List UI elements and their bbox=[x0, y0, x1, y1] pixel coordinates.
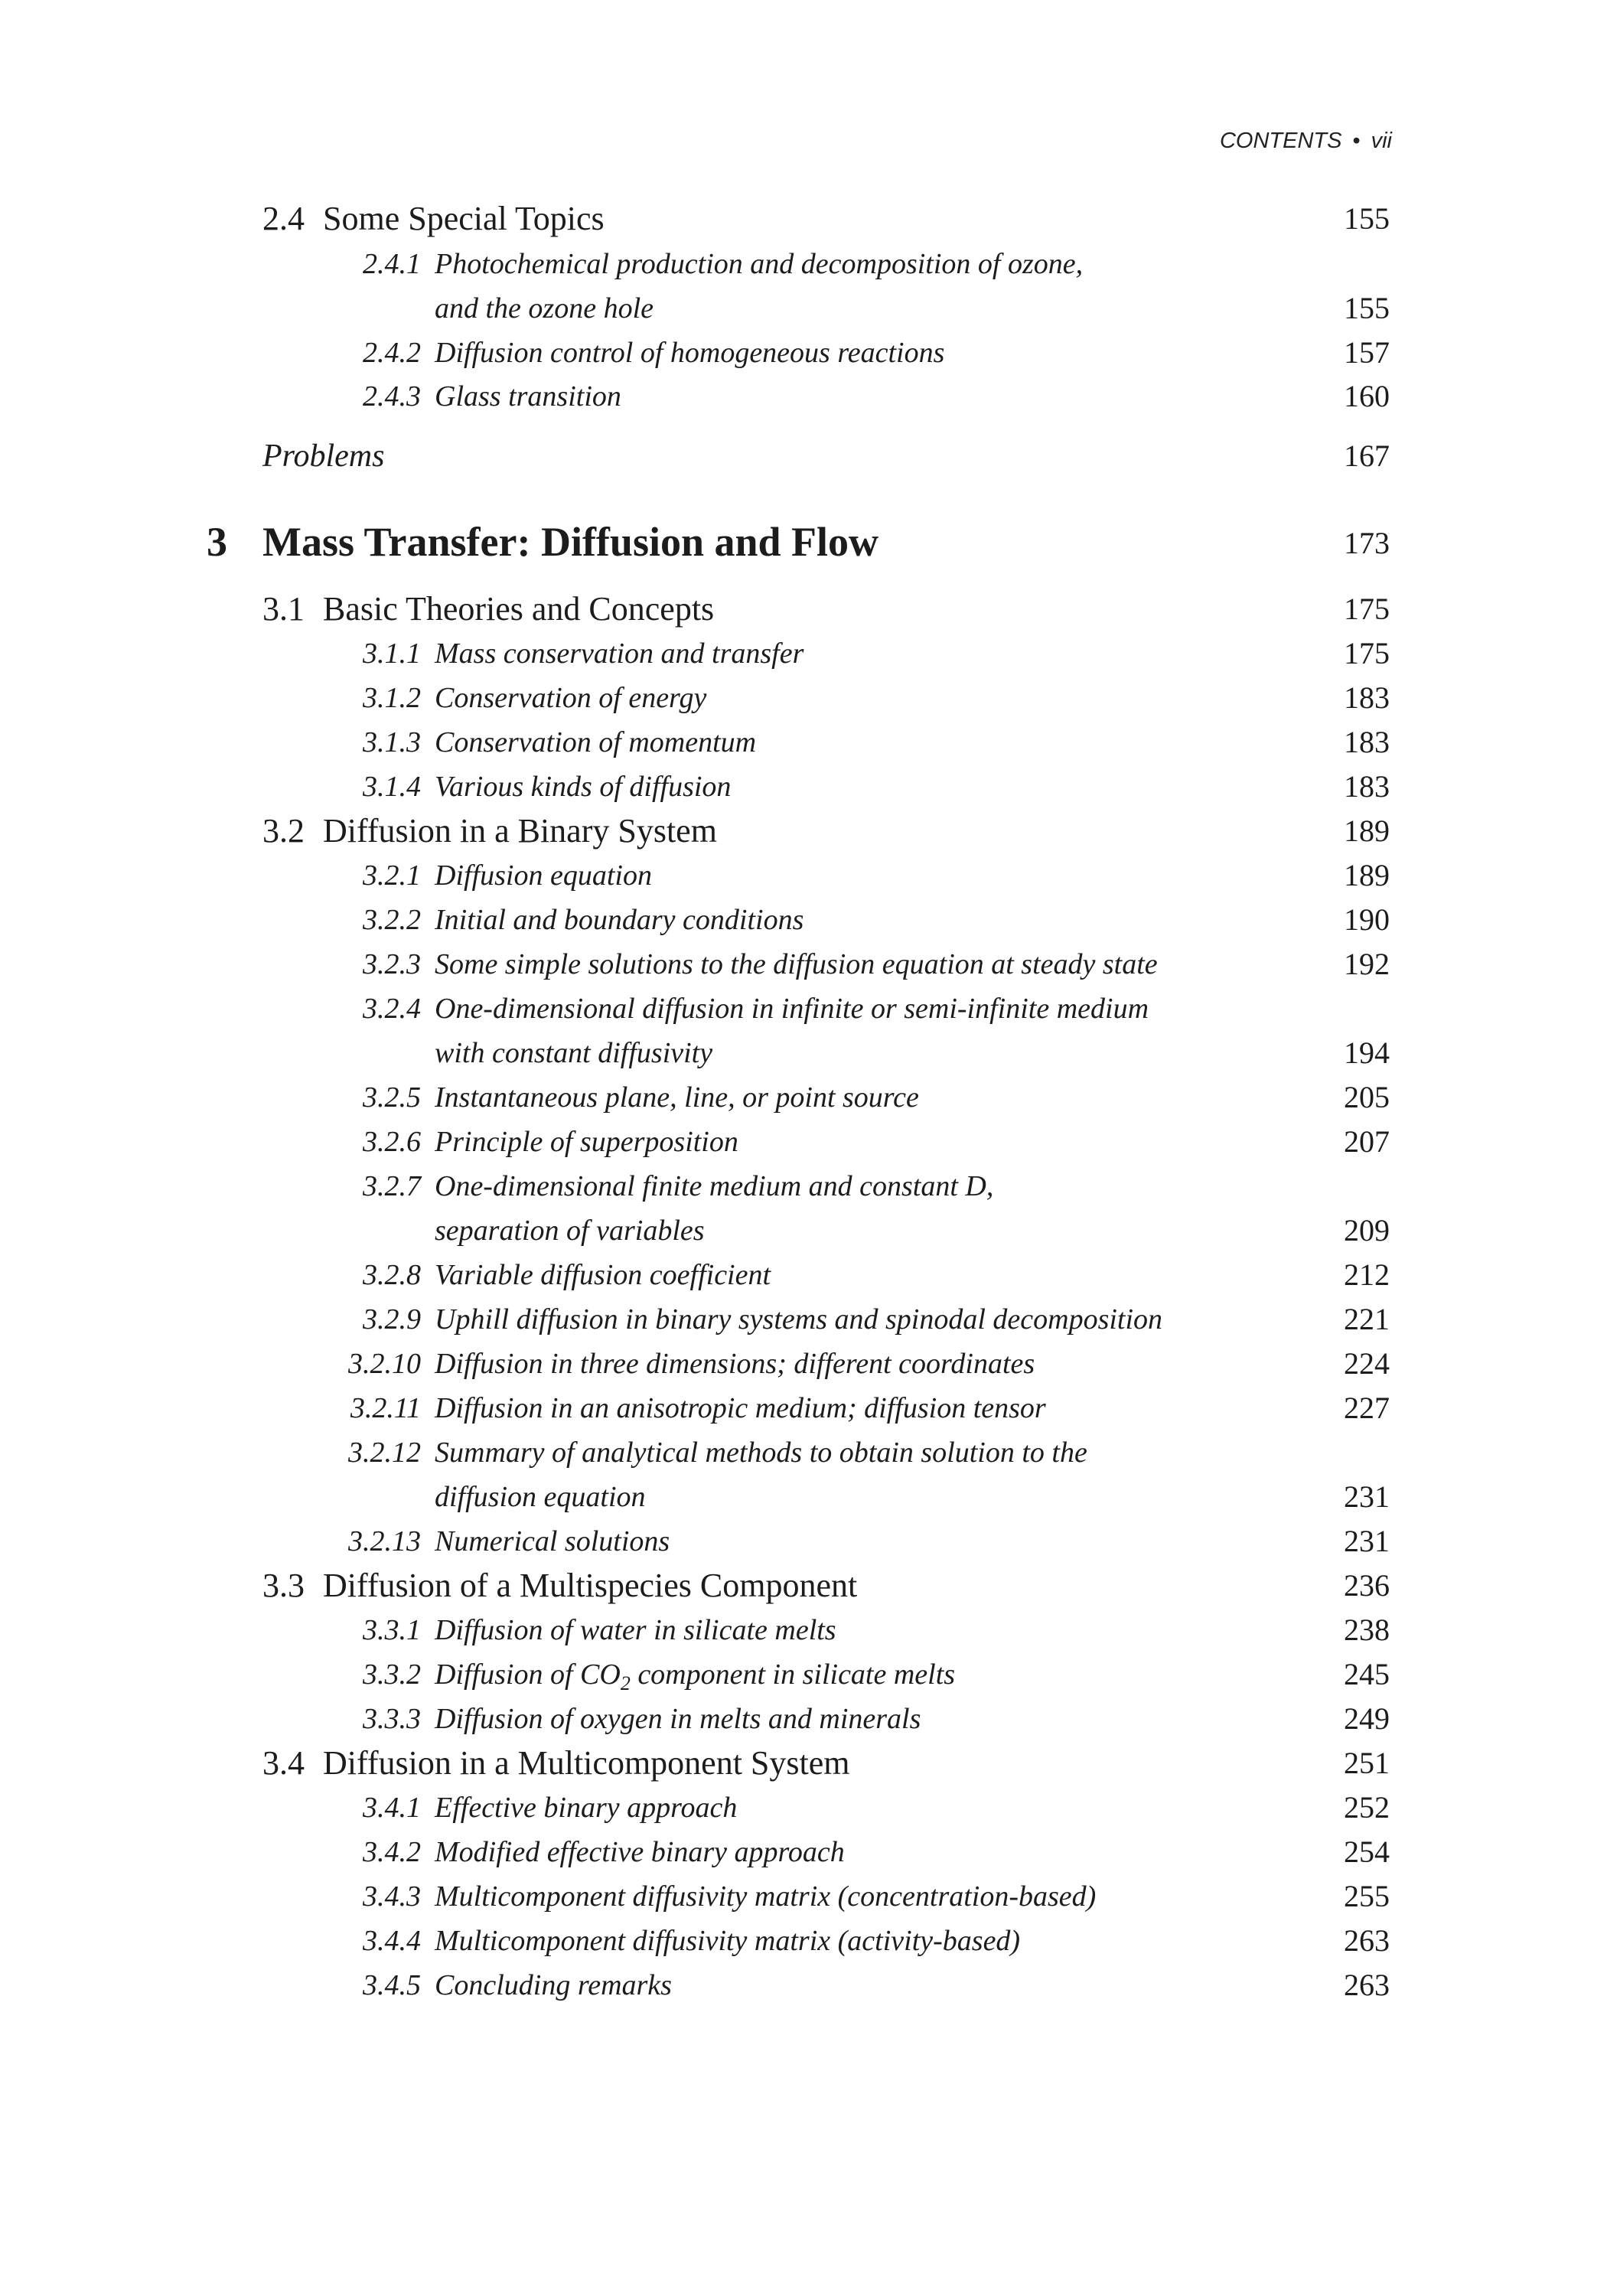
entry-title-part: component in silicate melts bbox=[630, 1658, 956, 1691]
entry-page: 192 bbox=[1344, 947, 1390, 981]
toc-continuation bbox=[0, 1032, 1607, 1078]
entry-title: Problems bbox=[262, 439, 385, 474]
entry-number: 3.2.3 bbox=[363, 948, 421, 980]
toc-subsection-3-2-10 bbox=[0, 1342, 1607, 1388]
entry-page: 183 bbox=[1344, 725, 1390, 759]
entry-page: 263 bbox=[1344, 1968, 1390, 2002]
entry-title: Diffusion equation bbox=[435, 859, 652, 892]
entry-page: 207 bbox=[1344, 1124, 1390, 1159]
entry-title: Initial and boundary conditions bbox=[435, 904, 804, 936]
entry-number: 3.1.1 bbox=[363, 638, 421, 670]
toc-section-3-3 bbox=[0, 1564, 1607, 1610]
toc-subsection-3-2-7 bbox=[0, 1165, 1607, 1211]
entry-number: 3.4 bbox=[262, 1744, 305, 1782]
entry-page: 221 bbox=[1344, 1302, 1390, 1336]
toc-section-2-4 bbox=[0, 197, 1607, 243]
entry-title: Diffusion in an anisotropic medium; diffusion tensor bbox=[435, 1392, 1046, 1424]
toc-continuation bbox=[0, 1209, 1607, 1255]
entry-title: Basic Theories and Concepts bbox=[323, 590, 715, 628]
entry-page: 255 bbox=[1344, 1879, 1390, 1913]
toc-subsection-3-1-2 bbox=[0, 677, 1607, 722]
entry-number: 2.4.2 bbox=[363, 337, 421, 369]
toc-subsection-3-1-4 bbox=[0, 765, 1607, 811]
toc-problems bbox=[0, 435, 1607, 481]
entry-title: Variable diffusion coefficient bbox=[435, 1259, 771, 1291]
entry-number: 3.1.4 bbox=[363, 771, 421, 803]
entry-title: Numerical solutions bbox=[435, 1525, 670, 1557]
toc-subsection-3-2-1 bbox=[0, 854, 1607, 900]
entry-number: 3.3.3 bbox=[363, 1703, 421, 1735]
entry-number: 3.4.3 bbox=[363, 1880, 421, 1913]
entry-title: Diffusion control of homogeneous reactions bbox=[435, 337, 945, 369]
entry-page: 189 bbox=[1344, 858, 1390, 892]
entry-title: Modified effective binary approach bbox=[435, 1836, 845, 1868]
toc-section-3-1 bbox=[0, 588, 1607, 634]
entry-title: Some simple solutions to the diffusion equation at steady state bbox=[435, 948, 1158, 980]
toc-subsection-3-3-1 bbox=[0, 1609, 1607, 1655]
entry-title: Conservation of momentum bbox=[435, 726, 757, 758]
toc-subsection-3-4-4 bbox=[0, 1919, 1607, 1965]
entry-page: 189 bbox=[1344, 814, 1390, 848]
entry-title: separation of variables bbox=[435, 1215, 705, 1247]
entry-page: 245 bbox=[1344, 1657, 1390, 1691]
subscript: 2 bbox=[620, 1672, 631, 1694]
entry-page: 183 bbox=[1344, 769, 1390, 804]
entry-number: 2.4 bbox=[262, 200, 305, 237]
entry-number: 2.4.1 bbox=[363, 248, 421, 280]
entry-title: Concluding remarks bbox=[435, 1969, 672, 2001]
running-head-page: vii bbox=[1371, 129, 1392, 153]
entry-number: 3.3.2 bbox=[363, 1658, 421, 1691]
toc-subsection-3-2-9 bbox=[0, 1298, 1607, 1344]
entry-title: Uphill diffusion in binary systems and spinodal decomposition bbox=[435, 1303, 1163, 1336]
toc-subsection-3-2-3 bbox=[0, 943, 1607, 989]
toc-subsection-3-3-2 bbox=[0, 1653, 1607, 1699]
entry-number: 3.2.9 bbox=[363, 1303, 421, 1336]
toc-subsection-3-2-5 bbox=[0, 1076, 1607, 1122]
entry-page: 252 bbox=[1344, 1790, 1390, 1825]
entry-number: 3.2.2 bbox=[363, 904, 421, 936]
entry-page: 190 bbox=[1344, 902, 1390, 937]
toc-subsection-2-4-1 bbox=[0, 243, 1607, 289]
entry-page: 236 bbox=[1344, 1568, 1390, 1603]
entry-page: 227 bbox=[1344, 1391, 1390, 1425]
toc-subsection-3-2-13 bbox=[0, 1520, 1607, 1566]
entry-number: 3.1.3 bbox=[363, 726, 421, 758]
chapter-number: 3 bbox=[207, 519, 227, 565]
entry-page: 160 bbox=[1344, 379, 1390, 413]
entry-page: 183 bbox=[1344, 680, 1390, 715]
entry-number: 3.2.10 bbox=[348, 1348, 421, 1380]
entry-page: 194 bbox=[1344, 1035, 1390, 1070]
entry-number: 3.2.4 bbox=[363, 993, 421, 1025]
toc-subsection-2-4-2 bbox=[0, 331, 1607, 377]
entry-page: 254 bbox=[1344, 1835, 1390, 1869]
entry-page: 263 bbox=[1344, 1923, 1390, 1958]
toc-subsection-3-4-3 bbox=[0, 1875, 1607, 1921]
toc-subsection-3-2-4 bbox=[0, 987, 1607, 1033]
entry-title: Mass conservation and transfer bbox=[435, 638, 804, 670]
entry-title: with constant diffusivity bbox=[435, 1037, 713, 1069]
entry-page: 231 bbox=[1344, 1479, 1390, 1514]
toc-continuation bbox=[0, 1476, 1607, 1521]
entry-page: 157 bbox=[1344, 335, 1390, 370]
toc-subsection-2-4-3 bbox=[0, 375, 1607, 421]
entry-number: 3.3 bbox=[262, 1567, 305, 1604]
entry-title: Glass transition bbox=[435, 380, 621, 413]
entry-page: 173 bbox=[1344, 526, 1390, 560]
entry-title: Multicomponent diffusivity matrix (activity-based) bbox=[435, 1925, 1021, 1957]
entry-title: Diffusion in a Binary System bbox=[323, 812, 717, 850]
entry-page: 249 bbox=[1344, 1701, 1390, 1736]
entry-title: Multicomponent diffusivity matrix (concentration-based) bbox=[435, 1880, 1097, 1913]
entry-title: Diffusion of a Multispecies Component bbox=[323, 1567, 858, 1604]
toc-subsection-3-2-8 bbox=[0, 1254, 1607, 1300]
toc-subsection-3-3-3 bbox=[0, 1698, 1607, 1743]
entry-number: 3.2 bbox=[262, 812, 305, 850]
entry-page: 209 bbox=[1344, 1213, 1390, 1247]
entry-page: 155 bbox=[1344, 291, 1390, 325]
entry-page: 212 bbox=[1344, 1257, 1390, 1292]
entry-number: 3.1 bbox=[262, 590, 305, 628]
entry-number: 3.4.5 bbox=[363, 1969, 421, 2001]
entry-title: Diffusion in three dimensions; different coordinates bbox=[435, 1348, 1035, 1380]
toc-subsection-3-4-1 bbox=[0, 1786, 1607, 1832]
entry-title: Conservation of energy bbox=[435, 682, 707, 714]
running-head-label: CONTENTS bbox=[1219, 129, 1342, 153]
entry-title: Diffusion in a Multicomponent System bbox=[323, 1744, 850, 1782]
entry-number: 3.2.5 bbox=[363, 1081, 421, 1114]
entry-title: Some Special Topics bbox=[323, 200, 605, 237]
entry-page: 251 bbox=[1344, 1746, 1390, 1780]
entry-page: 224 bbox=[1344, 1346, 1390, 1381]
entry-number: 3.2.12 bbox=[348, 1437, 421, 1469]
toc-subsection-3-1-1 bbox=[0, 632, 1607, 678]
toc-subsection-3-4-5 bbox=[0, 1964, 1607, 2010]
toc-section-3-4 bbox=[0, 1742, 1607, 1788]
entry-title: Various kinds of diffusion bbox=[435, 771, 732, 803]
entry-title: One-dimensional finite medium and constant D, bbox=[435, 1170, 994, 1202]
entry-page: 155 bbox=[1344, 201, 1390, 236]
entry-number: 3.4.1 bbox=[363, 1792, 421, 1824]
toc-section-3-2 bbox=[0, 810, 1607, 856]
entry-page: 167 bbox=[1344, 439, 1390, 473]
entry-title: Diffusion of water in silicate melts bbox=[435, 1614, 836, 1646]
entry-title: Effective binary approach bbox=[435, 1792, 738, 1824]
entry-title: Photochemical production and decomposition of ozone, bbox=[435, 248, 1084, 280]
toc-subsection-3-2-6 bbox=[0, 1120, 1607, 1166]
entry-page: 205 bbox=[1344, 1080, 1390, 1114]
entry-page: 231 bbox=[1344, 1524, 1390, 1558]
entry-title: One-dimensional diffusion in infinite or semi-infinite medium bbox=[435, 993, 1149, 1025]
entry-page: 175 bbox=[1344, 636, 1390, 670]
toc-chapter-3 bbox=[0, 519, 1607, 565]
entry-number: 3.2.13 bbox=[348, 1525, 421, 1557]
entry-number: 3.2.11 bbox=[350, 1392, 421, 1424]
entry-number: 3.2.1 bbox=[363, 859, 421, 892]
toc-subsection-3-2-2 bbox=[0, 899, 1607, 944]
running-head-bullet: • bbox=[1352, 129, 1361, 153]
toc-subsection-3-4-2 bbox=[0, 1831, 1607, 1877]
entry-title-part: Diffusion of CO bbox=[435, 1658, 621, 1691]
entry-number: 3.4.4 bbox=[363, 1925, 421, 1957]
running-head bbox=[1220, 129, 1392, 154]
entry-title: Instantaneous plane, line, or point source bbox=[435, 1081, 919, 1114]
toc-subsection-3-1-3 bbox=[0, 721, 1607, 767]
entry-title: Principle of superposition bbox=[435, 1126, 738, 1158]
entry-title: Diffusion of oxygen in melts and minerals bbox=[435, 1703, 921, 1735]
entry-number: 2.4.3 bbox=[363, 380, 421, 413]
entry-page: 238 bbox=[1344, 1613, 1390, 1647]
entry-number: 3.1.2 bbox=[363, 682, 421, 714]
entry-number: 3.2.7 bbox=[363, 1170, 421, 1202]
chapter-title: Mass Transfer: Diffusion and Flow bbox=[262, 519, 879, 565]
toc-continuation bbox=[0, 287, 1607, 333]
entry-title: Summary of analytical methods to obtain solution to the bbox=[435, 1437, 1087, 1469]
toc-subsection-3-2-11 bbox=[0, 1387, 1607, 1433]
entry-number: 3.3.1 bbox=[363, 1614, 421, 1646]
entry-title: diffusion equation bbox=[435, 1481, 646, 1513]
entry-number: 3.2.8 bbox=[363, 1259, 421, 1291]
entry-number: 3.2.6 bbox=[363, 1126, 421, 1158]
entry-page: 175 bbox=[1344, 592, 1390, 626]
entry-title: and the ozone hole bbox=[435, 292, 654, 325]
toc-subsection-3-2-12 bbox=[0, 1431, 1607, 1477]
entry-number: 3.4.2 bbox=[363, 1836, 421, 1868]
